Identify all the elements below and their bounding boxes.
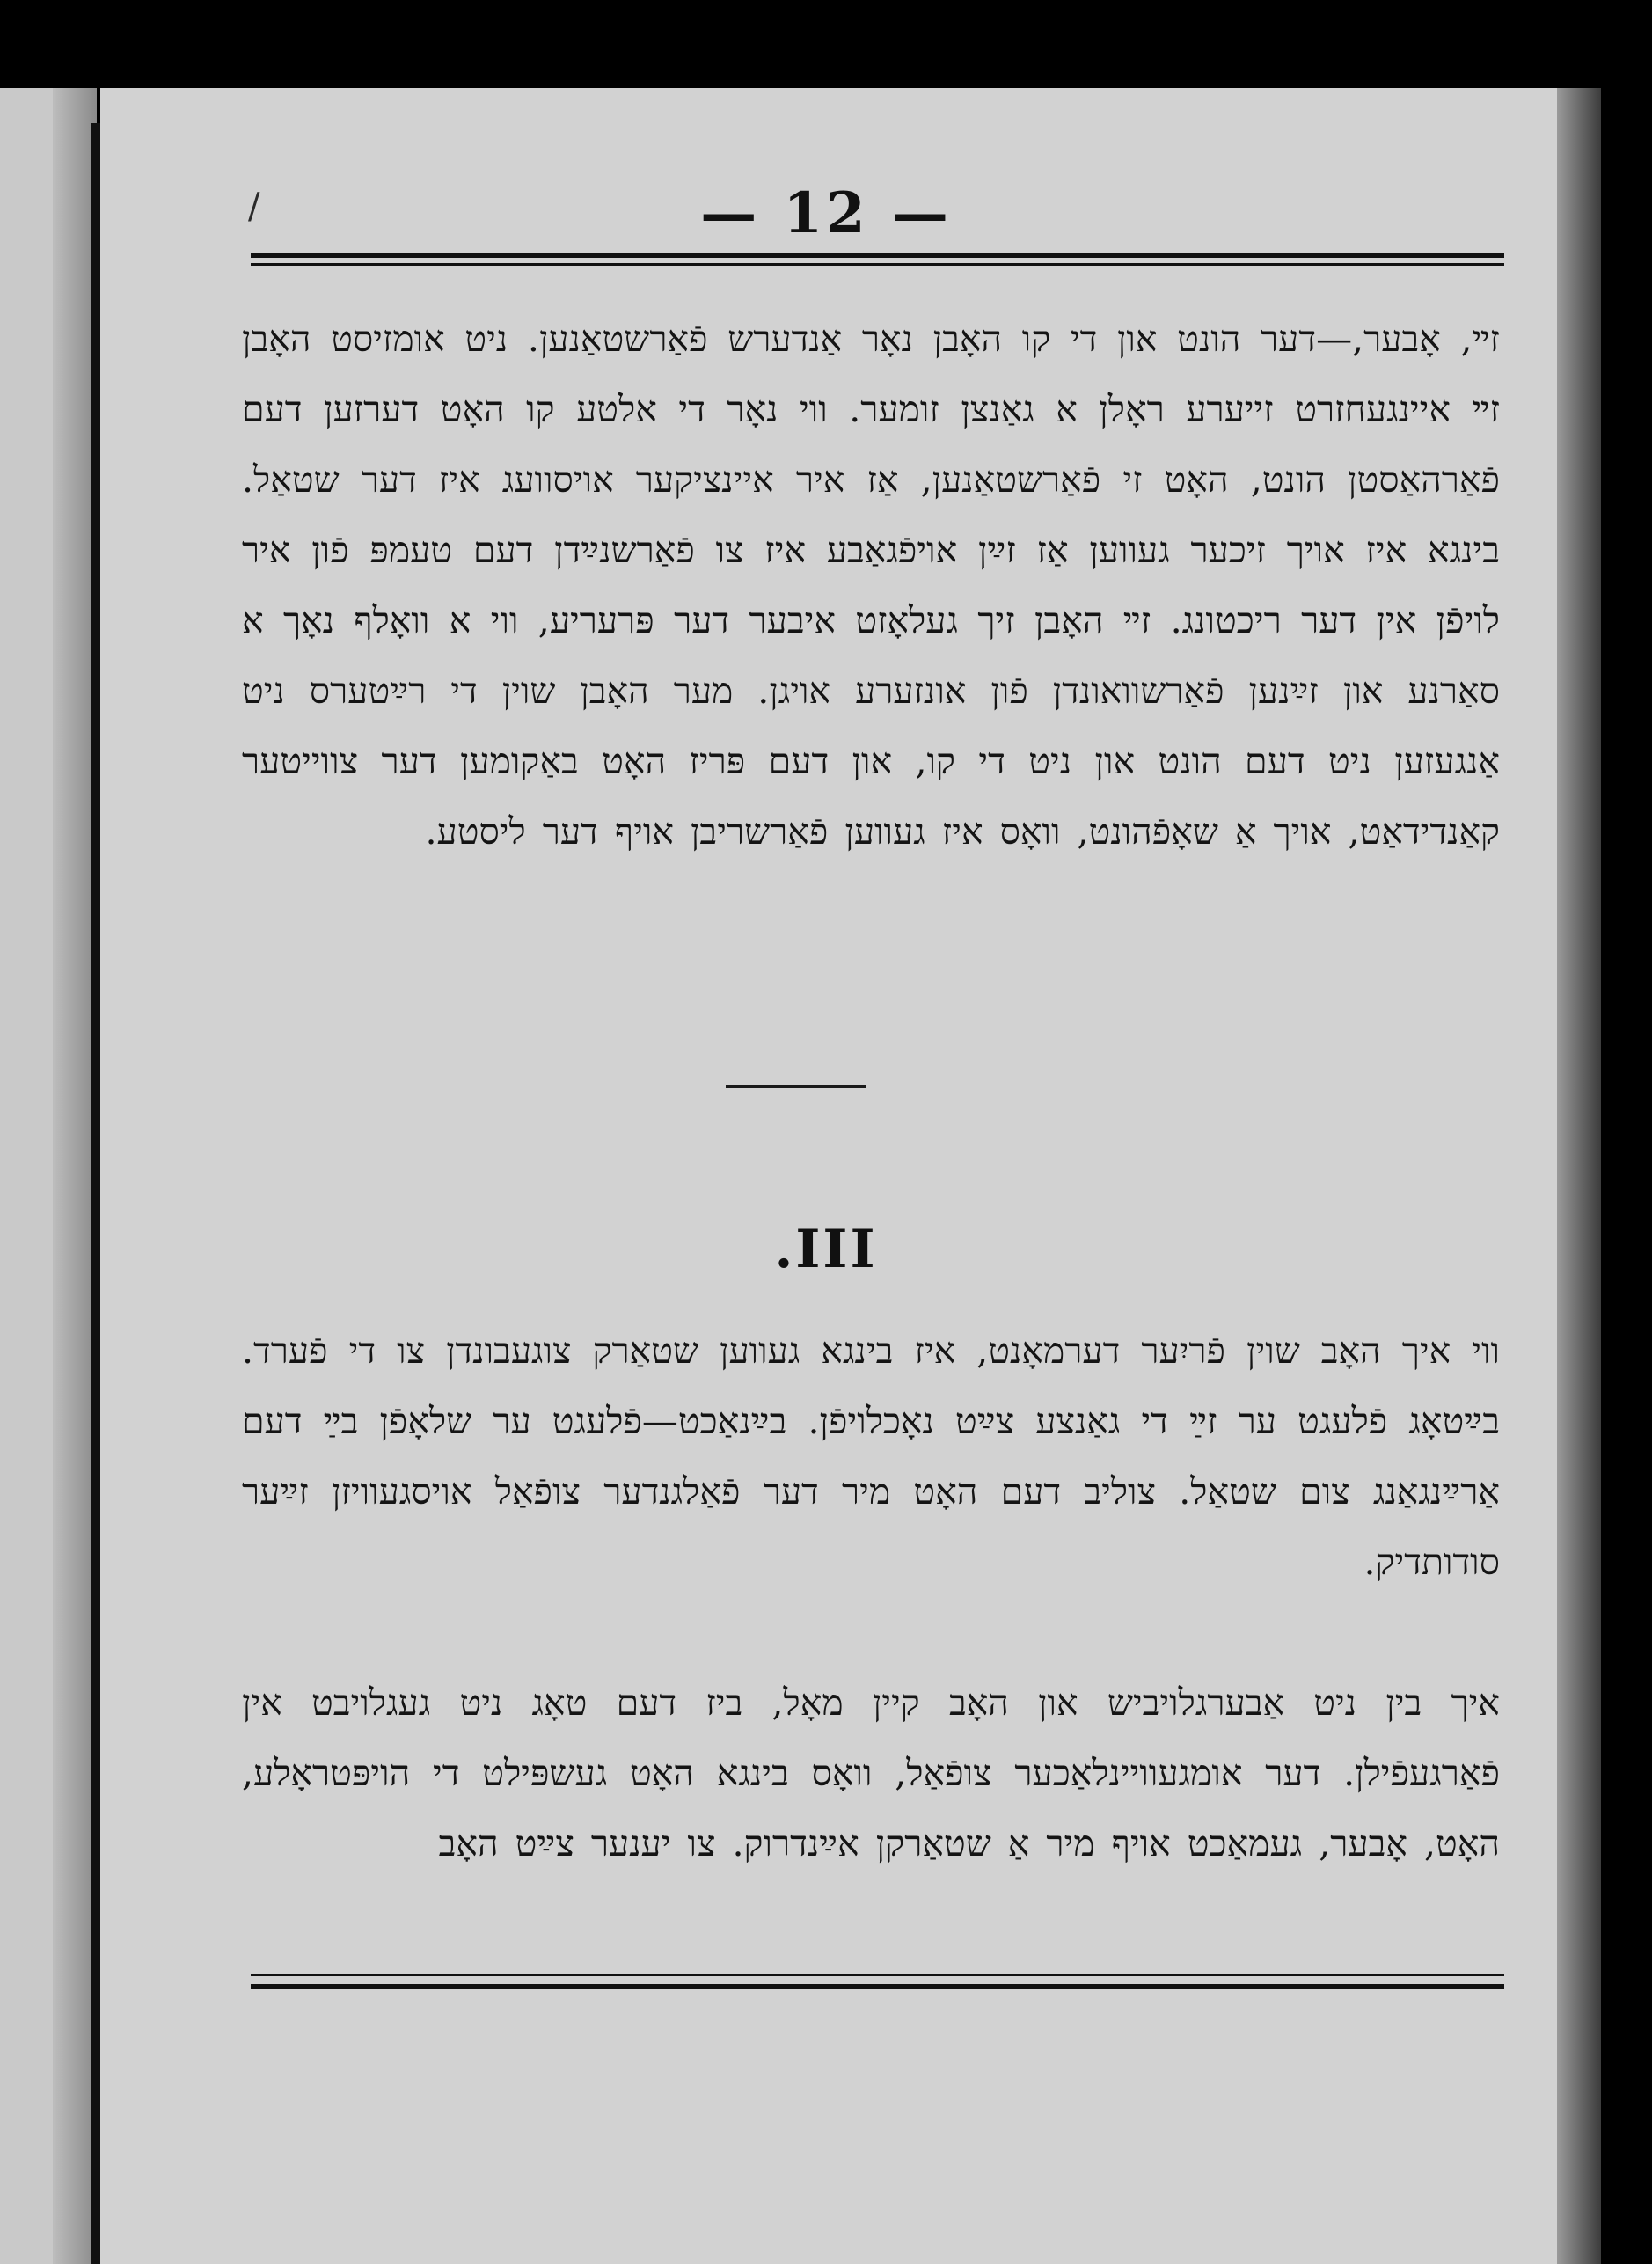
footer-rule-bottom — [251, 1984, 1504, 1989]
section-divider — [726, 1085, 866, 1088]
header-rule-top — [251, 253, 1504, 258]
facing-page-shadow — [53, 88, 97, 2264]
stray-pen-mark: / — [248, 187, 260, 227]
footer-rule-top — [251, 1974, 1504, 1976]
page-number: — 12 — — [700, 180, 952, 246]
paragraph-3: איך בין ניט אַבערגלויביש און האָב קיין מאָל, ביז דעם טאָג ניט געגלויבט אין פֿאַרגעפֿילן. דער אומגעוויינלאַכער צופֿאַל, וואָס בינגא האָט געשפּילט די הויפּטראָלע, האָט, אָבער, געמאַכט אויף מיר אַ שטאַרקן אײַנדרוק. צו יענער צײַט האָב — [242, 1682, 1500, 1865]
book-gutter — [91, 123, 100, 2264]
paragraph-1: זײ, אָבער,—דער הונט און די קו האָבן נאָר אַנדערש פֿאַרשטאַנען. ניט אומזיסט האָבן זײ איינגעחזרט זייערע ראָלן א גאַנצן זומער. ווי נאָר די אלטע קו האָט דערזען דעם פֿאַרהאַסטן הונט, האָט זי פֿאַרשטאַנען, אַז איר איינציקער אויסוועג איז דער שטאַל. בינגא איז אויך זיכער געווען אַז זײַן אויפֿגאַבע איז צו פֿאַרשנײַדן דעם טעמפּ פֿון איר לויפֿן אין דער ריכטונג. זײ האָבן זיך געלאָזט איבער דער פּרעריע, ווי א וואָלף נאָך א סאַרנע און זײַנען פֿאַרשוואונדן פֿון אונזערע אויגן. מער האָבן שוין די רײַטערס ניט אַנגעזען ניט דעם הונט און ניט די קו, און דעם פּריז האָט באַקומען דער צווייטער קאַנדידאַט, אויך אַ שאָפֿהונט, וואָס איז געווען פֿאַרשריבן אויף דער ליסטע. — [242, 318, 1500, 853]
chapter-heading: .III — [774, 1219, 878, 1280]
header-rule-bottom — [251, 263, 1504, 266]
page-edge-shadow — [1557, 88, 1601, 2264]
paragraph-2: ווי איך האָב שוין פֿריִער דערמאָנט, איז בינגא געווען שטאַרק צוגעבונדן צו די פֿערד. בײַטאָג פֿלעגט ער זײַ די גאַנצע צײַט נאָכלויפֿן. בײַנאַכט—פֿלעגט ער שלאָפֿן בײַ דעם אַרײַנגאַנג צום שטאַל. צוליב דעם האָט מיר דער פֿאַלגנדער צופֿאַל אויסגעוויזן זײַער סודותדיק. — [242, 1330, 1500, 1583]
